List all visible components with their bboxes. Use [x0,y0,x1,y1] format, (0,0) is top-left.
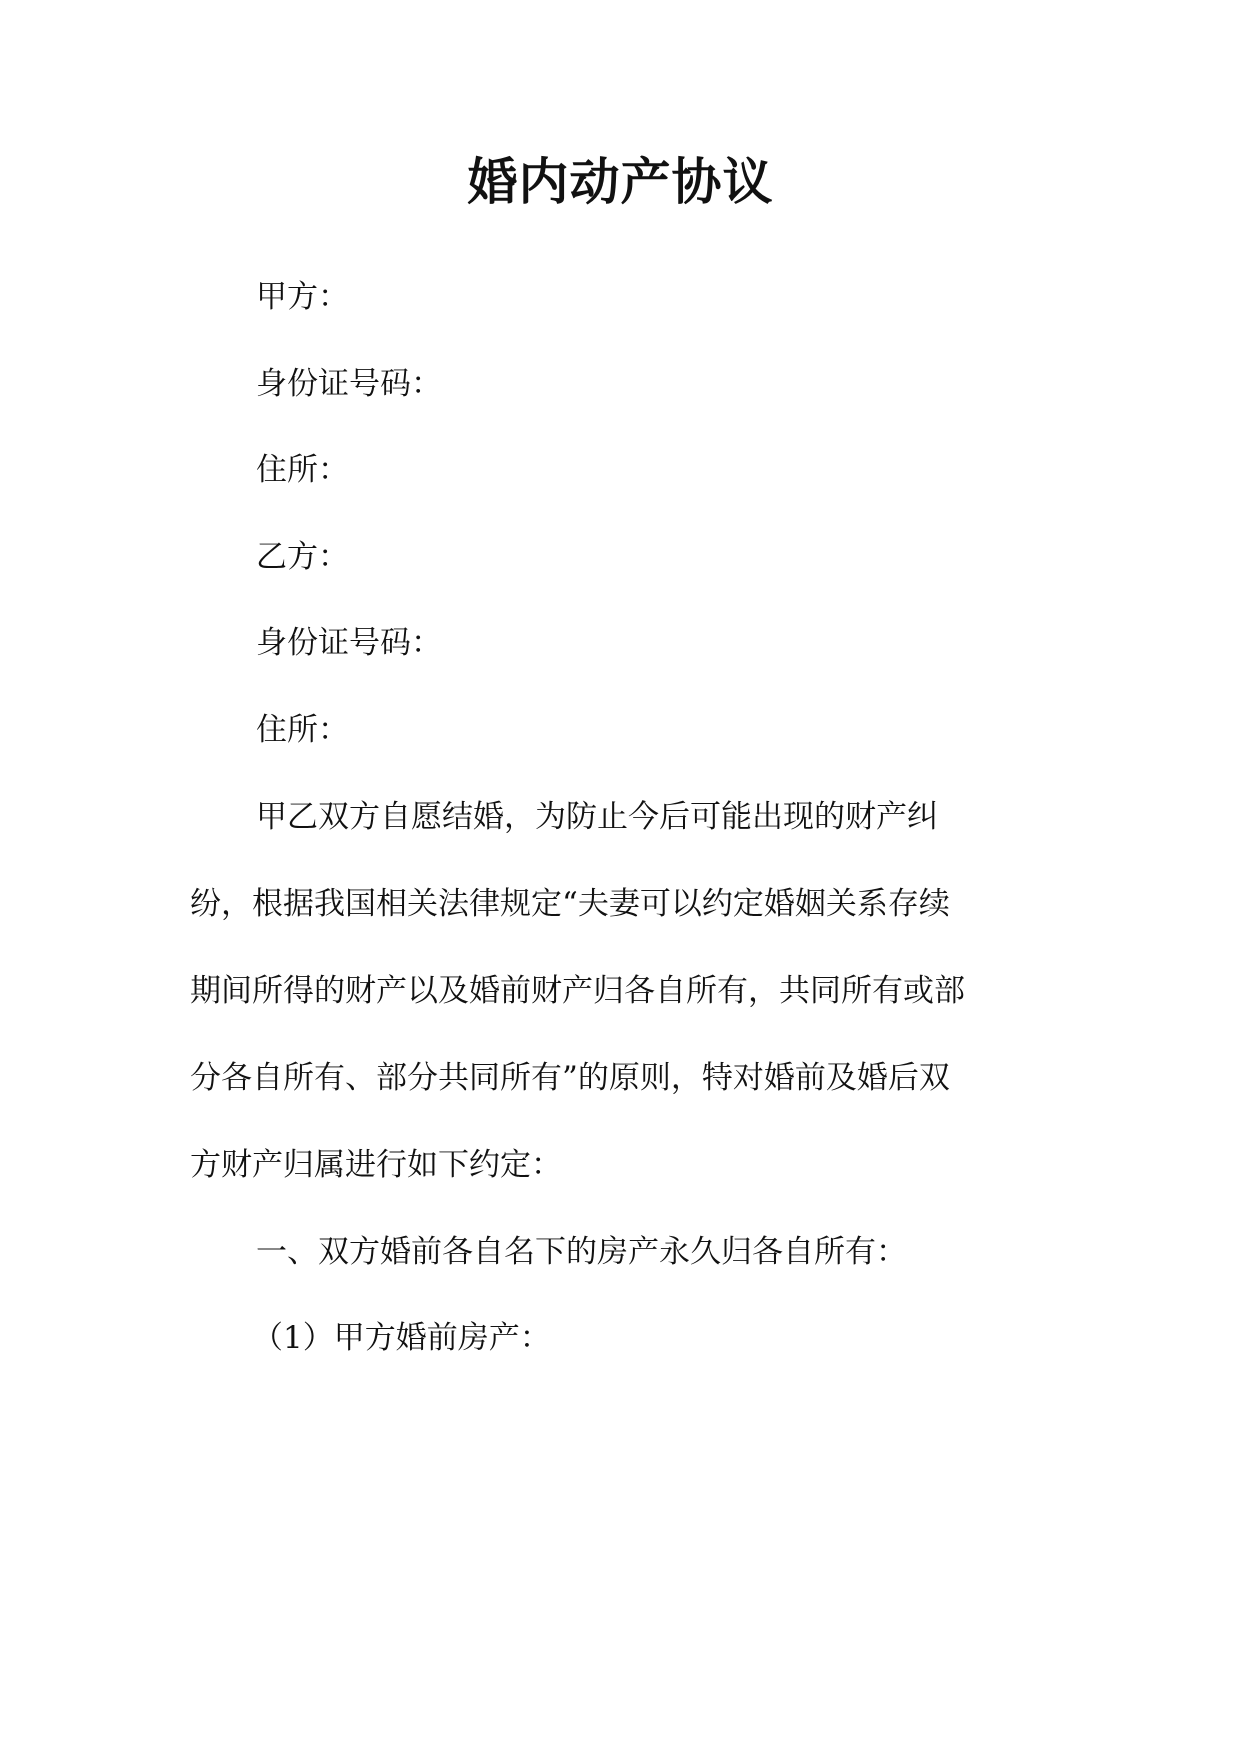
intro-paragraph-line: 方财产归属进行如下约定： [190,1147,562,1183]
party-b-label: 乙方： [256,539,349,575]
party-a-label: 甲方： [256,279,349,315]
clause-1-heading: 一、双方婚前各自名下的房产永久归各自所有： [256,1234,907,1270]
intro-paragraph-line: 纷，根据我国相关法律规定“夫妻可以约定婚姻关系存续 [190,886,950,922]
party-a-address-label: 住所： [256,452,349,488]
party-b-address-label: 住所： [256,712,349,748]
intro-paragraph-line: 分各自所有、部分共同所有”的原则，特对婚前及婚后双 [190,1060,950,1096]
party-b-id-label: 身份证号码： [256,625,442,661]
party-a-id-label: 身份证号码： [256,366,442,402]
intro-paragraph-line: 期间所得的财产以及婚前财产归各自所有，共同所有或部 [190,973,965,1009]
intro-paragraph-line: 甲乙双方自愿结婚，为防止今后可能出现的财产纠 [256,799,938,835]
clause-1-item-1: （1）甲方婚前房产： [252,1320,551,1356]
document-title: 婚内动产协议 [467,152,774,211]
